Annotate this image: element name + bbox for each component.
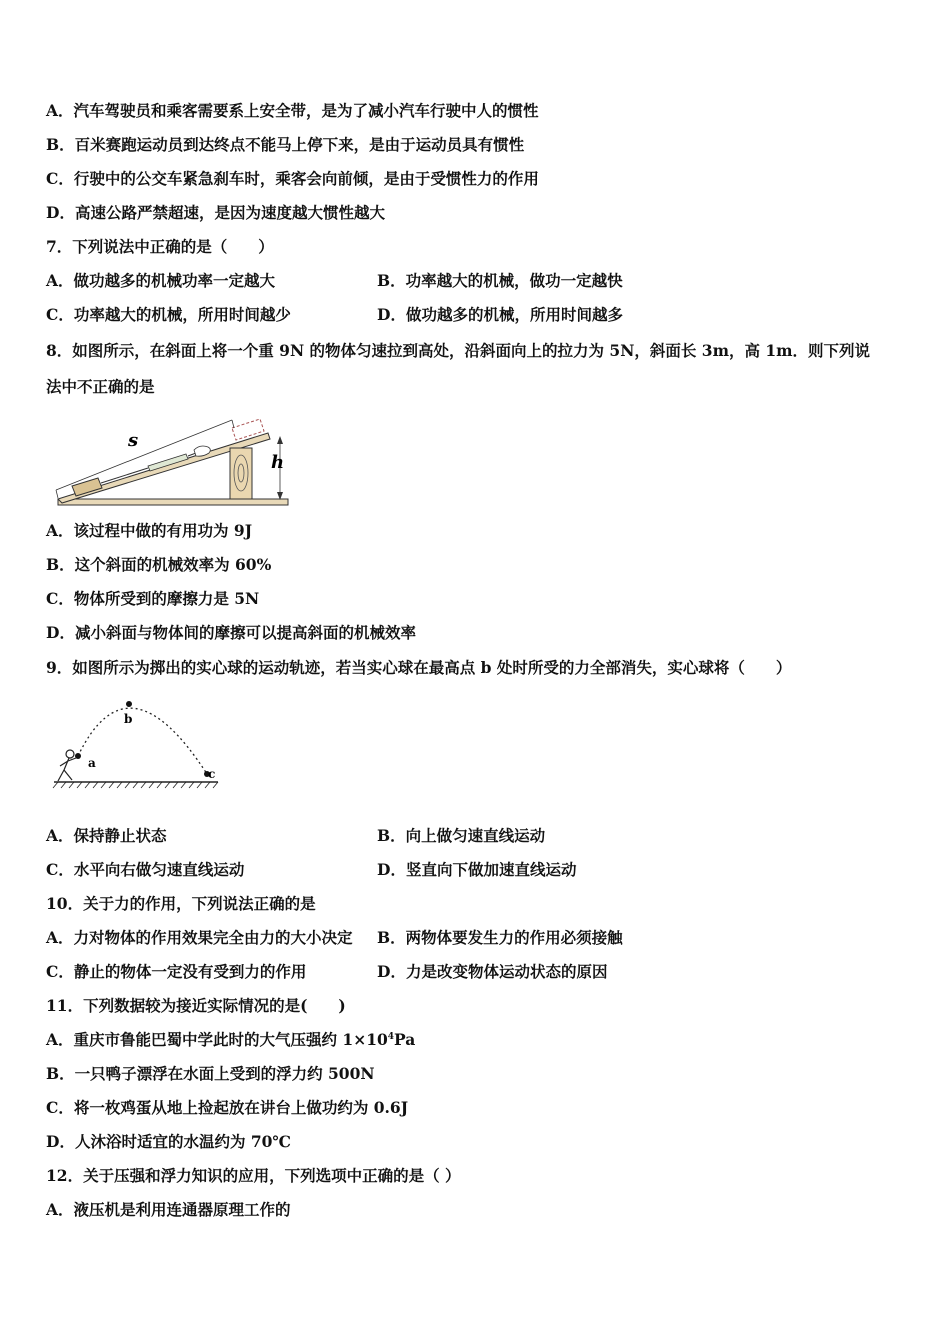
q11-option-a [46, 1030, 415, 1050]
q11-stem: 11．下列数据较为接近实际情况的是( ) [46, 996, 346, 1015]
q8-option-c: C．物体所受到的摩擦力是 5N [46, 589, 260, 608]
q9-option-a: A．保持静止状态 [46, 826, 167, 845]
q11-option-a-exponent: 4 [387, 1031, 395, 1042]
incline-label-s: s [128, 430, 139, 451]
q8-stem-line2: 法中不正确的是 [46, 377, 155, 396]
q9-option-d: D．竖直向下做加速直线运动 [377, 860, 577, 879]
incline-label-h: h [271, 452, 285, 473]
q11-option-b: B．一只鸭子漂浮在水面上受到的浮力约 500N [46, 1064, 375, 1083]
q10-stem: 10．关于力的作用，下列说法正确的是 [46, 894, 316, 913]
q11-option-a-unit: Pa [394, 1030, 416, 1049]
q10-option-b: B．两物体要发生力的作用必须接触 [377, 928, 623, 947]
q6-option-b: B．百米赛跑运动员到达终点不能马上停下来，是由于运动员具有惯性 [46, 135, 525, 154]
q12-option-a: A．液压机是利用连通器原理工作的 [46, 1200, 291, 1219]
q11-option-d: D．人沐浴时适宜的水温约为 70℃ [46, 1132, 291, 1151]
trajectory-figure [50, 692, 225, 794]
q7-stem: 7．下列说法中正确的是（ ） [46, 237, 274, 256]
q11-option-a-text: A．重庆市鲁能巴蜀中学此时的大气压强约 1×10 [46, 1030, 388, 1049]
q8-option-a: A．该过程中做的有用功为 9J [46, 521, 253, 540]
incline-figure [46, 406, 296, 510]
trajectory-label-c: c [208, 767, 216, 781]
q6-option-c: C．行驶中的公交车紧急刹车时，乘客会向前倾，是由于受惯性力的作用 [46, 169, 539, 188]
q10-option-a: A．力对物体的作用效果完全由力的大小决定 [46, 928, 353, 947]
q12-stem: 12．关于压强和浮力知识的应用，下列选项中正确的是（ ） [46, 1166, 461, 1185]
q10-option-d: D．力是改变物体运动状态的原因 [377, 962, 608, 981]
q10-option-c: C．静止的物体一定没有受到力的作用 [46, 962, 307, 981]
trajectory-label-a: a [88, 756, 96, 770]
trajectory-label-b: b [124, 712, 133, 726]
q9-option-c: C．水平向右做匀速直线运动 [46, 860, 245, 879]
q8-option-b: B．这个斜面的机械效率为 60% [46, 555, 272, 574]
q7-option-b: B．功率越大的机械，做功一定越快 [377, 271, 623, 290]
q7-option-c: C．功率越大的机械，所用时间越少 [46, 305, 291, 324]
q6-option-d: D．高速公路严禁超速，是因为速度越大惯性越大 [46, 203, 385, 222]
q7-option-d: D．做功越多的机械，所用时间越多 [377, 305, 623, 324]
q7-option-a: A．做功越多的机械功率一定越大 [46, 271, 276, 290]
q8-stem-line1: 8．如图所示，在斜面上将一个重 9N 的物体匀速拉到高处，沿斜面向上的拉力为 5N，斜面长 3m，高 1m．则下列说 [46, 341, 871, 360]
q9-stem: 9．如图所示为掷出的实心球的运动轨迹，若当实心球在最高点 b 处时所受的力全部消失，实心球将（ ） [46, 658, 792, 677]
q8-option-d: D．减小斜面与物体间的摩擦可以提高斜面的机械效率 [46, 623, 416, 642]
q6-option-a: A．汽车驾驶员和乘客需要系上安全带，是为了减小汽车行驶中人的惯性 [46, 101, 539, 120]
q11-option-c: C．将一枚鸡蛋从地上捡起放在讲台上做功约为 0.6J [46, 1098, 409, 1117]
q9-option-b: B．向上做匀速直线运动 [377, 826, 546, 845]
